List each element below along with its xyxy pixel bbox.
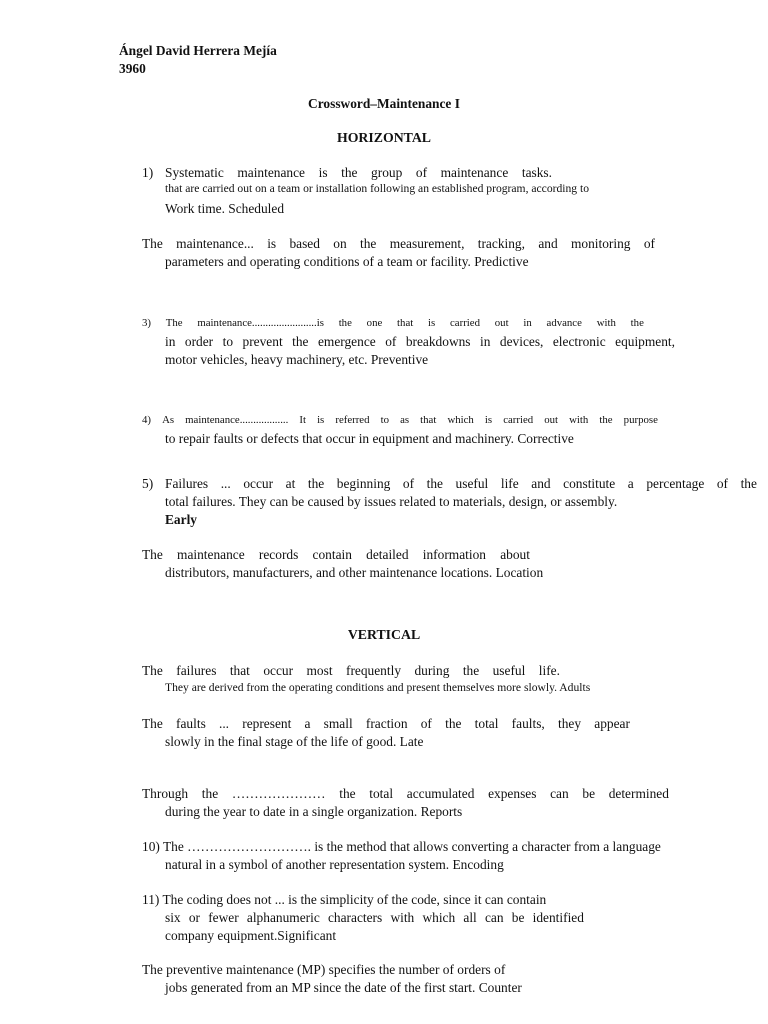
word: Systematic [165,165,224,180]
word: six [165,910,181,925]
word: the [339,786,356,801]
word: emergence [317,334,376,349]
clue-line [142,717,630,730]
word: accumulated [406,786,475,801]
word: the [360,236,377,251]
word: to [380,414,389,426]
word: The [142,236,163,251]
word: equipment, [615,334,675,349]
word: during [414,663,450,678]
word: referred [335,414,370,426]
word: a [304,716,311,731]
word: is [428,317,436,329]
word: devices, [499,334,544,349]
word: tasks. [521,165,552,180]
clue-line-answer: during the year to date in a single organization. Reports [165,804,463,819]
word: with [569,414,589,426]
word: most [306,663,333,678]
word: faults, [511,716,545,731]
word: is [267,236,277,251]
clue-line-answer: distributors, manufacturers, and other maintenance locations. Location [165,565,544,580]
word: of [716,476,729,491]
word: or [188,910,200,925]
word: The [142,716,163,731]
word: occur [243,476,274,491]
word: the [292,334,309,349]
word: useful [455,476,489,491]
word: about [500,547,530,562]
word: in [480,334,491,349]
word: frequently [345,663,402,678]
word: total [474,716,499,731]
word: Through [142,786,189,801]
word: a [627,476,634,491]
clue-line [165,166,552,179]
word: can [484,910,504,925]
word: out [544,414,559,426]
word: one [366,317,383,329]
word: of [420,716,432,731]
word: represent [242,716,292,731]
word: It [299,414,306,426]
word: all [463,910,477,925]
word: based [289,236,320,251]
word: constitute [563,476,616,491]
word: prevent [242,334,283,349]
clue-line [142,415,658,426]
word: the [341,165,358,180]
clue-line-answer: natural in a symbol of another representation system. Encoding [165,857,504,872]
word: appear [594,716,630,731]
clue-line [142,237,655,250]
word: As [162,414,175,426]
word: that [420,414,437,426]
word: 4) [142,414,151,426]
clue-answer: Early [165,512,197,527]
word: which [447,414,474,426]
word: alphanumeric [246,910,320,925]
clue-number: 5) [142,476,154,491]
word: carried [503,414,534,426]
clue-line: 11) The coding does not ... is the simplicity of the code, since it can contain [142,892,547,907]
word: be [511,910,525,925]
word: order [184,334,214,349]
clue-line [165,335,675,348]
word: contain [312,547,352,562]
clue-line [142,787,669,800]
word: that [229,663,250,678]
word: on [333,236,347,251]
word: is [484,414,493,426]
word: maintenance... [176,236,254,251]
word: small [323,716,353,731]
word: group [371,165,403,180]
word: beginning [336,476,391,491]
word: they [557,716,582,731]
word: in [165,334,176,349]
clue-line [165,477,757,490]
word: advance [546,317,582,329]
word: to [222,334,234,349]
word: the [740,476,757,491]
word: life [500,476,519,491]
section-heading-vertical: VERTICAL [347,627,421,642]
clue-line-answer: Work time. Scheduled [165,201,285,216]
document-title: Crossword–Maintenance I [308,96,460,111]
clue-line-answer: jobs generated from an MP since the date of the first start. Counter [165,980,522,995]
word: electronic [552,334,606,349]
word: life. [538,663,560,678]
word: ………………… [231,786,326,801]
word: fewer [208,910,239,925]
word: with [596,317,616,329]
section-heading-horizontal: HORIZONTAL [336,130,432,145]
word: information [422,547,486,562]
word: carried [450,317,480,329]
word: monitoring [570,236,631,251]
word: purpose [623,414,658,426]
word: of [643,236,655,251]
clue-line: 10) The ………………………. is the method that allows converting a character from a language [142,839,661,854]
word: tracking, [477,236,525,251]
word: occur [263,663,294,678]
word: faults [176,716,206,731]
clue-line [142,664,560,677]
word: which [422,910,456,925]
word: and [531,476,551,491]
word: Failures [165,476,209,491]
word: breakdowns [405,334,471,349]
word: The [142,547,163,562]
clue-line [165,911,584,924]
word: percentage [646,476,705,491]
word: of [385,334,397,349]
word: failures [176,663,217,678]
word: as [400,414,410,426]
word: useful [492,663,526,678]
word: The [142,663,163,678]
word: the [445,716,462,731]
word: at [285,476,296,491]
word: the [599,414,613,426]
word: is [318,165,328,180]
author-name: Ángel David Herrera Mejía [119,43,277,58]
word: the [338,317,352,329]
word: and [538,236,558,251]
id-number: 3960 [119,61,146,76]
word: with [390,910,415,925]
word: is [317,414,325,426]
word: fraction [365,716,408,731]
word: maintenance [237,165,306,180]
word: total [369,786,394,801]
word: ... [218,716,230,731]
word: the [630,317,644,329]
word: maintenance.................. [185,414,289,426]
word: the [426,476,443,491]
clue-line-answer: They are derived from the operating conditions and present themselves more slowly. Adults [165,681,591,694]
word: the [201,786,219,801]
word: 3) [142,317,151,329]
word: the [462,663,480,678]
clue-line [142,548,530,561]
word: of [415,165,428,180]
word: can [550,786,569,801]
word: measurement, [389,236,465,251]
word: maintenance [177,547,245,562]
word: identified [532,910,584,925]
word: maintenance........................is [197,317,324,329]
word: expenses [488,786,537,801]
clue-number: 1) [142,165,154,180]
word: maintenance [440,165,509,180]
word: records [258,547,299,562]
word: determined [608,786,669,801]
word: detailed [366,547,409,562]
word: the [307,476,325,491]
word: that [397,317,414,329]
word: in [523,317,532,329]
clue-line [142,318,644,329]
word: ... [220,476,231,491]
clue-line-answer: slowly in the final stage of the life of good. Late [165,734,424,749]
clue-line: that are carried out on a team or installation following an established program, according to [165,182,589,195]
word: of [402,476,415,491]
word: The [165,317,183,329]
clue-line-answer: parameters and operating conditions of a team or facility. Predictive [165,254,529,269]
word: characters [327,910,383,925]
word: out [494,317,509,329]
word: be [582,786,596,801]
clue-line: total failures. They can be caused by issues related to materials, design, or assembly. [165,494,618,509]
clue-line-answer: to repair faults or defects that occur in equipment and machinery. Corrective [165,431,574,446]
clue-line-answer: motor vehicles, heavy machinery, etc. Preventive [165,352,429,367]
clue-line: The preventive maintenance (MP) specifies the number of orders of [142,962,506,977]
clue-line-answer: company equipment.Significant [165,928,337,943]
